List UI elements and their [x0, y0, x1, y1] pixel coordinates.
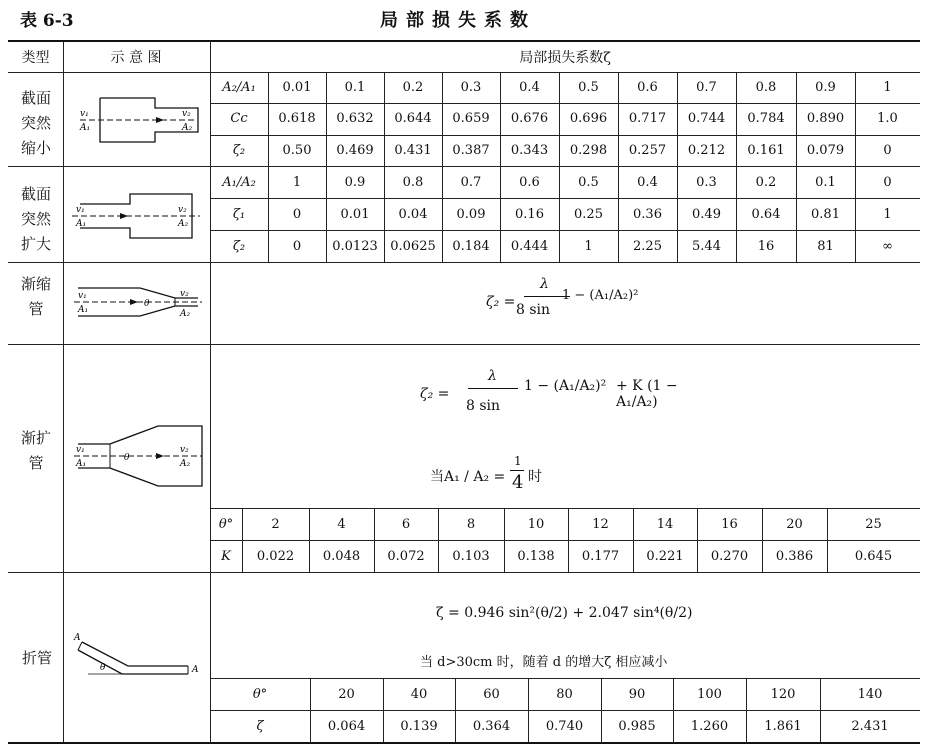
- svg-text:v₁: v₁: [78, 291, 87, 301]
- diffuser-cell: 0.048: [322, 548, 361, 564]
- contraction-cell: 0.890: [806, 111, 845, 127]
- diffuser-cell: 0.645: [854, 548, 893, 564]
- contraction-cell: 0.431: [394, 142, 432, 158]
- contraction-cell: 0.50: [282, 142, 312, 158]
- contraction-cell: 0.9: [815, 80, 836, 96]
- contraction-cell: 0.387: [452, 142, 490, 158]
- diffuser-row-label: θ°: [218, 516, 234, 532]
- svg-text:A₂: A₂: [178, 219, 189, 229]
- diffuser-row-label: K: [221, 548, 231, 564]
- diffuser-cell: 6: [401, 516, 411, 532]
- diffuser-cell: 0.221: [646, 548, 684, 564]
- contraction-cell: 0.6: [637, 80, 658, 96]
- bend-cell: 0.985: [618, 718, 656, 734]
- diffuser-cell: 0.138: [517, 548, 555, 564]
- svg-text:A₂: A₂: [180, 309, 191, 319]
- expansion-row-label: ζ₁: [232, 206, 246, 222]
- expansion-cell: 5.44: [692, 238, 721, 254]
- diffuser-cell: 0.103: [452, 548, 490, 564]
- expansion-row-label: ζ₂: [232, 238, 246, 254]
- diffuser-cell: 12: [592, 516, 609, 532]
- contraction-cell: 0.3: [460, 80, 482, 96]
- contraction-row-label: A₂/A₁: [222, 80, 256, 96]
- svg-text:A₁: A₁: [78, 305, 89, 315]
- expansion-cell: 2.25: [633, 238, 662, 254]
- expansion-cell: 0.184: [452, 238, 490, 254]
- bend-cell: 140: [857, 686, 883, 702]
- contraction-cell: 0.161: [747, 142, 785, 158]
- contraction-cell: 0.257: [628, 142, 667, 158]
- type-label-contraction: 截面突然缩小: [20, 89, 51, 157]
- contraction-cell: 0.8: [755, 80, 777, 96]
- expansion-cell: 0.36: [633, 206, 662, 222]
- diffuser-cell: 14: [656, 516, 674, 532]
- expansion-cell: 0.0123: [332, 238, 378, 254]
- expansion-cell: 0.1: [815, 174, 836, 190]
- bend-cell: 40: [410, 686, 428, 702]
- diffuser-cell: 0.177: [581, 548, 620, 564]
- diffuser-cell: 16: [721, 516, 738, 532]
- bottom-rule: [8, 742, 920, 744]
- contraction-cell: 0.644: [394, 111, 432, 127]
- expansion-cell: 0.5: [578, 174, 599, 190]
- expansion-cell: 0.3: [696, 174, 717, 190]
- expansion-row-label: A₁/A₂: [222, 174, 256, 190]
- contraction-cell: 0.01: [282, 80, 312, 96]
- expansion-cell: 0.25: [574, 206, 603, 222]
- diffuser-diagram: [70, 416, 205, 496]
- contraction-cell: 0.5: [578, 80, 599, 96]
- bend-cell: 0.139: [400, 718, 438, 734]
- expansion-cell: 0: [292, 238, 302, 254]
- bend-cell: 120: [770, 686, 796, 702]
- nozzle-diagram: [70, 272, 205, 336]
- grid-hline: [8, 262, 920, 263]
- expansion-cell: 0.9: [344, 174, 366, 190]
- v1-label: v₁: [80, 109, 89, 119]
- expansion-diagram: [70, 176, 205, 256]
- column-header-coefficient: 局部损失系数ζ: [519, 50, 611, 66]
- expansion-cell: 0.0625: [390, 238, 436, 254]
- contraction-cell: 0.717: [628, 111, 667, 127]
- bend-cell: 1.260: [690, 718, 729, 734]
- contraction-cell: 0.343: [510, 142, 549, 158]
- expansion-cell: 0.09: [456, 206, 486, 222]
- svg-text:A₁: A₁: [76, 459, 87, 469]
- expansion-cell: 81: [817, 238, 834, 254]
- contraction-cell: 0.618: [278, 111, 316, 127]
- expansion-cell: ∞: [882, 238, 893, 254]
- contraction-cell: 0.2: [402, 80, 424, 96]
- contraction-cell: 1.0: [877, 111, 898, 127]
- a1-label: A₁: [80, 123, 91, 133]
- diffuser-cell: 4: [337, 516, 346, 532]
- diffuser-condition: 当A₁ / A₂ = 1 4 时: [430, 454, 542, 493]
- table-title: 局部损失系数: [380, 10, 536, 31]
- diffuser-cell: 20: [786, 516, 803, 532]
- expansion-cell: 0.7: [460, 174, 482, 190]
- bend-cell: 2.431: [851, 718, 889, 734]
- nozzle-formula: ζ₂ = λ 8 sin 1 − (A₁/A₂)²: [486, 276, 639, 318]
- svg-text:v₁: v₁: [76, 205, 85, 215]
- contraction-cell: 0.632: [336, 111, 374, 127]
- expansion-cell: 0.64: [751, 206, 781, 222]
- svg-text:θ: θ: [100, 663, 106, 673]
- bend-cell: 20: [338, 686, 355, 702]
- type-label-bend: 折管: [21, 649, 52, 667]
- expansion-cell: 0.8: [402, 174, 424, 190]
- expansion-cell: 0.81: [811, 206, 840, 222]
- expansion-cell: 0.04: [398, 206, 428, 222]
- svg-text:v₂: v₂: [178, 205, 187, 215]
- bend-cell: 0.740: [545, 718, 584, 734]
- expansion-cell: 1: [883, 206, 892, 222]
- svg-text:A: A: [74, 633, 81, 643]
- diffuser-cell: 0.386: [775, 548, 814, 564]
- bend-cell: 0.364: [472, 718, 511, 734]
- expansion-cell: 0: [883, 174, 892, 190]
- expansion-cell: 16: [757, 238, 775, 254]
- contraction-cell: 0.298: [569, 142, 608, 158]
- a2-label: A₂: [182, 123, 193, 133]
- column-header-diagram: 示 意 图: [110, 50, 162, 66]
- grid-vline: [63, 42, 64, 742]
- svg-text:A₂: A₂: [180, 459, 191, 469]
- contraction-cell: 1: [883, 80, 892, 96]
- contraction-row-label: ζ₂: [232, 142, 246, 158]
- bend-cell: 90: [628, 686, 646, 702]
- contraction-diagram: [70, 80, 205, 160]
- diffuser-cell: 0.022: [256, 548, 295, 564]
- column-header-type: 类型: [21, 50, 50, 66]
- bend-diagram: [70, 620, 205, 690]
- diffuser-cell: 0.072: [387, 548, 425, 564]
- contraction-cell: 0.744: [687, 111, 726, 127]
- svg-text:θ: θ: [124, 453, 130, 463]
- svg-text:v₁: v₁: [76, 445, 85, 455]
- contraction-cell: 0.469: [336, 142, 374, 158]
- bend-cell: 80: [556, 686, 573, 702]
- contraction-row-label: Cc: [230, 111, 248, 127]
- type-label-diffuser: 渐扩管: [20, 429, 51, 472]
- contraction-cell: 0.079: [806, 142, 845, 158]
- contraction-cell: 0.676: [510, 111, 549, 127]
- svg-text:v₂: v₂: [180, 289, 189, 299]
- bend-cell: 60: [483, 686, 500, 702]
- contraction-cell: 0: [883, 142, 892, 158]
- contraction-cell: 0.212: [687, 142, 726, 158]
- expansion-cell: 0.444: [510, 238, 549, 254]
- contraction-cell: 0.784: [747, 111, 785, 127]
- grid-hline: [8, 344, 920, 345]
- expansion-cell: 0.2: [755, 174, 777, 190]
- bend-cell: 100: [697, 686, 722, 702]
- expansion-cell: 0: [292, 206, 302, 222]
- v2-label: v₂: [182, 109, 191, 119]
- diffuser-cell: 8: [466, 516, 476, 532]
- bend-cell: 1.861: [764, 718, 802, 734]
- contraction-cell: 0.7: [696, 80, 717, 96]
- contraction-cell: 0.4: [519, 80, 540, 96]
- diffuser-cell: 2: [271, 516, 280, 532]
- grid-hline: [8, 572, 920, 573]
- diffuser-formula: ζ₂ = λ 8 sin 1 − (A₁/A₂)² + K (1 − A₁/A₂): [420, 368, 678, 414]
- contraction-cell: 0.1: [344, 80, 366, 96]
- type-label-expansion: 截面突然扩大: [20, 185, 51, 253]
- expansion-cell: 0.6: [519, 174, 540, 190]
- contraction-cell: 0.696: [569, 111, 608, 127]
- svg-text:A: A: [192, 665, 199, 675]
- expansion-cell: 0.49: [692, 206, 721, 222]
- table-number: 表 6-3: [20, 11, 74, 31]
- type-label-nozzle: 渐缩管: [20, 275, 51, 318]
- contraction-cell: 0.659: [452, 111, 490, 127]
- svg-text:θ: θ: [144, 299, 150, 309]
- diffuser-cell: 25: [865, 516, 882, 532]
- diffuser-cell: 0.270: [710, 548, 749, 564]
- svg-text:v₂: v₂: [180, 445, 189, 455]
- expansion-cell: 0.4: [637, 174, 658, 190]
- diffuser-cell: 10: [527, 516, 545, 532]
- expansion-cell: 0.01: [340, 206, 370, 222]
- bend-cell: 0.064: [327, 718, 366, 734]
- expansion-cell: 1: [292, 174, 302, 190]
- bend-formula: ζ = 0.946 sin²(θ/2) + 2.047 sin⁴(θ/2): [436, 605, 693, 621]
- expansion-cell: 0.16: [515, 206, 544, 222]
- bend-note: 当 d>30cm 时，随着 d 的增大ζ 相应减小: [420, 655, 668, 670]
- expansion-cell: 1: [584, 238, 593, 254]
- svg-text:A₁: A₁: [76, 219, 87, 229]
- bend-row-label: θ°: [252, 686, 268, 702]
- bend-row-label: ζ: [256, 718, 264, 734]
